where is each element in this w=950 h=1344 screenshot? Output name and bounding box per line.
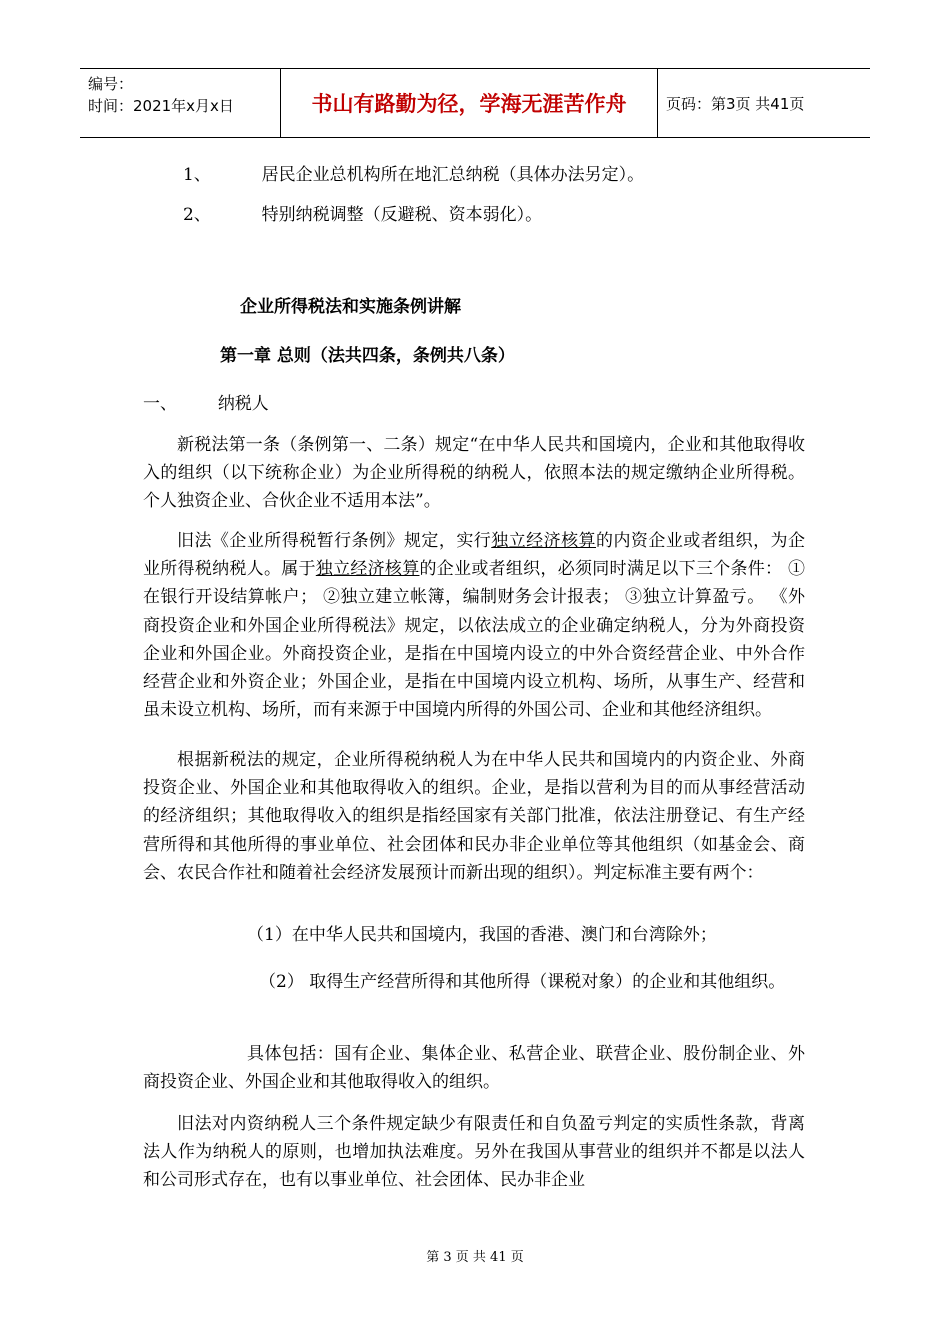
section-heading	[143, 389, 269, 414]
paragraph-6: 具体包括：国有企业、集体企业、私营企业、联营企业、股份制企业、外商投资企业、外国企业和其他取得收入的组织。	[143, 1044, 805, 1093]
paragraph-3: 根据新税法的规定，企业所得税纳税人为在中华人民共和国境内的内资企业、外商投资企业、外国企业和其他取得收入的组织。企业，是指以营利为目的而从事经营活动的经济组织；其他取得收入的组织是指经国家有关部门批准，依法注册登记、有生产经营所得和其他所得的事业单位、社会团体和民办非企业单位等其他组织（如基金会、商会、农民合作社和随着社会经济发展预计而新出现的组织）。判定标准主要有两个：	[143, 750, 805, 883]
underlined-term: 独立经济核算	[491, 531, 596, 551]
list-item-1	[183, 160, 644, 185]
text-run: 的内资企业或者组织，为企业所得税纳税人。属于	[143, 531, 806, 580]
paragraph-5: （2） 取得生产经营所得和其他所得（课税对象）的企业和其他组织。	[259, 972, 786, 992]
chapter-heading: 第一章 总则（法共四条，条例共八条）	[220, 346, 515, 366]
paragraph-1: 新税法第一条（条例第一、二条）规定“在中华人民共和国境内，企业和其他取得收入的组织（以下统称企业）为企业所得税的纳税人，依照本法的规定缴纳企业所得税。个人独资企业、合伙企业不适用本法”。	[143, 435, 805, 512]
list-item-2	[183, 200, 542, 225]
header-meta	[80, 69, 280, 137]
page-footer: 第 3 页 共 41 页	[426, 1250, 524, 1265]
list-text: 特别纳税调整（反避税、资本弱化）。	[261, 205, 543, 225]
text-run: 旧法《企业所得税暂行条例》规定，实行	[177, 531, 492, 551]
section-number: 一、	[143, 394, 177, 414]
underlined-term: 独立经济核算	[315, 559, 420, 580]
header-slogan: 书山有路勤为径，学海无涯苦作舟	[280, 69, 658, 137]
section-text: 纳税人	[217, 394, 269, 414]
list-number: 1、	[183, 165, 211, 185]
header-page-info: 页码：第3页 共41页	[666, 94, 805, 113]
paragraph-2	[143, 527, 805, 724]
list-text: 居民企业总机构所在地汇总纳税（具体办法另定）。	[261, 165, 645, 185]
page-header	[80, 68, 870, 138]
list-number: 2、	[183, 205, 211, 225]
doc-date: 时间：2021年x月x日	[88, 97, 234, 115]
paragraph-7: 旧法对内资纳税人三个条件规定缺少有限责任和自负盈亏判定的实质性条款，背离法人作为纳税人的原则，也增加执法难度。另外在我国从事营业的组织并不都是以法人和公司形式存在，也有以事业单位、社会团体、民办非企业	[143, 1114, 805, 1191]
doc-title: 企业所得税法和实施条例讲解	[240, 297, 461, 317]
paragraph-4: （1）在中华人民共和国境内，我国的香港、澳门和台湾除外；	[247, 925, 717, 945]
text-run: 的企业或者组织，必须同时满足以下三个条件： ①在银行开设结算帐户； ②独立建立帐簿，编制财务会计报表； ③独立计算盈亏。 《外商投资企业和外国企业所得税法》规定，以依法成立的企业确定纳税人，分为外商投资企业和外国企业。外商投资企业，是指在中国境内设立的中外合资经营企业、中外合作经营企业和外资企业；外国企业，是指在中国境内设立机构、场所，从事生产、经营和虽未设立机构、场所，而有来源于中国境内所得的外国公司、企业和其他经济组织。	[143, 559, 806, 721]
doc-number-label: 编号：	[88, 75, 134, 93]
